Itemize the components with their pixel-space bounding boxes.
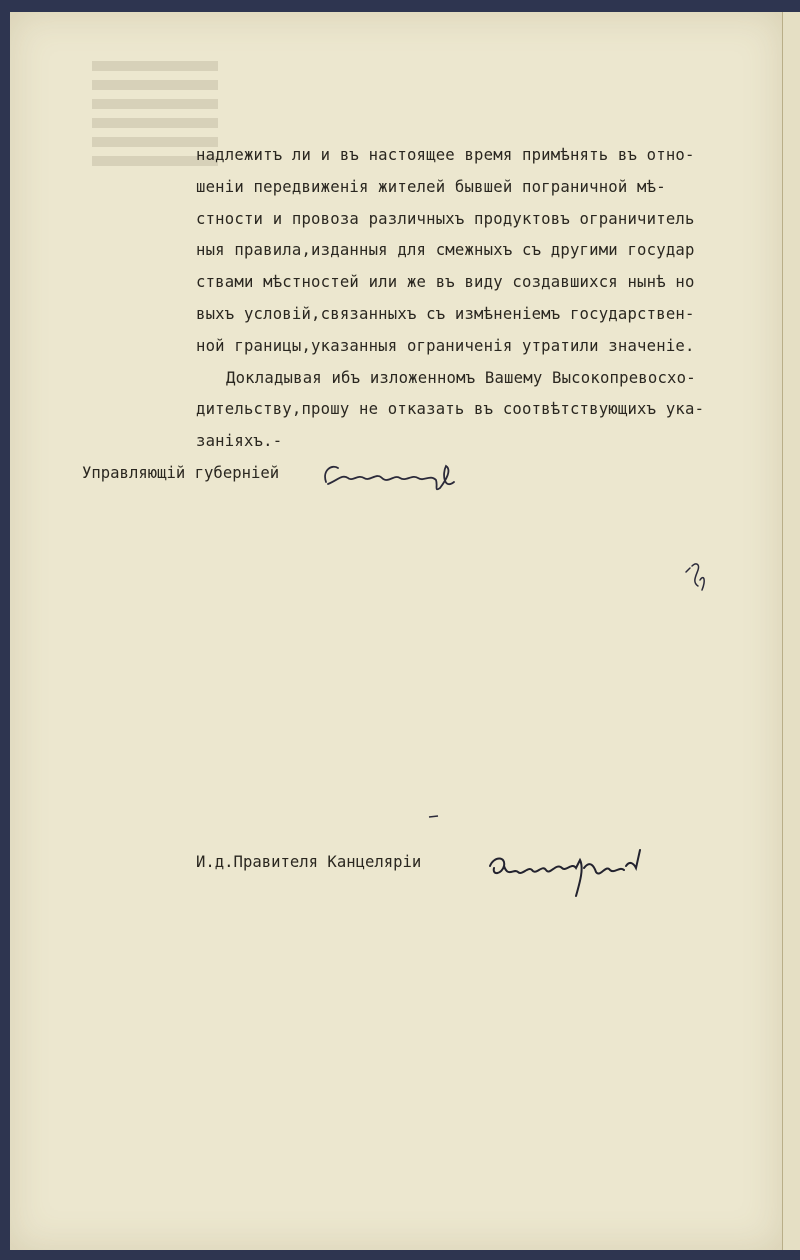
body-line: заніяхъ.- xyxy=(196,432,283,451)
body-line: дительству,прошу не отказать въ соотвѣтствующихъ ука- xyxy=(196,400,705,419)
body-line: надлежитъ ли и въ настоящее время примѣнять въ отно- xyxy=(196,146,695,164)
body-line: ной границы,указанныя ограниченія утратили значеніе. xyxy=(196,336,695,355)
body-line: стности и провоза различныхъ продуктовъ ограничитель xyxy=(196,209,695,228)
body-line: ствами мѣстностей или же въ виду создавшихся нынѣ но xyxy=(196,273,695,292)
body-line: выхъ условій,связанныхъ съ измѣненіемъ государствен- xyxy=(196,304,695,323)
ink-dot xyxy=(428,814,440,820)
chancellery-title: И.д.Правителя Канцеляріи xyxy=(196,853,422,871)
chancellery-signature xyxy=(484,838,649,910)
handwritten-mark xyxy=(682,560,712,596)
governor-signature xyxy=(318,452,468,502)
body-line: Докладывая ибъ изложенномъ Вашему Высокопревосхо- xyxy=(226,368,696,387)
letter-body xyxy=(196,140,786,458)
body-line: шеніи передвиженія жителей бывшей пограничной мѣ- xyxy=(196,177,666,196)
governor-title: Управляющій губерніей xyxy=(82,464,280,482)
body-line: ныя правила,изданныя для смежныхъ съ другими государ xyxy=(196,241,695,260)
